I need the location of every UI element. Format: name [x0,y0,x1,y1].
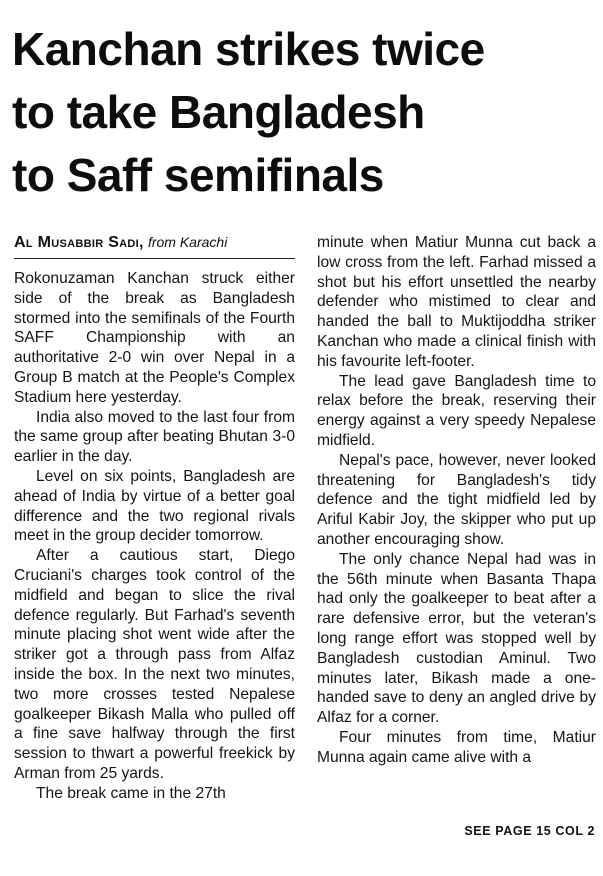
article-column-2 [317,233,596,768]
headline [12,18,597,207]
headline-line-2: to take Bangladesh [12,86,425,138]
article-paragraph: The lead gave Bangladesh time to relax before the break, reserving their energy against a very speedy Nepalese midfield. [317,372,596,449]
article-paragraph: Four minutes from time, Matiur Munna again came alive with a [317,728,596,766]
article-paragraph: The only chance Nepal had was in the 56th minute when Basanta Thapa had only the goalkeeper to beat after a rare defensive error, but the veteran's long range effort was stopped well by Bangladesh custodian Aminul. Two minutes later, Bikash made a one-handed save to deny an angled drive by Alfaz for a corner. [317,550,596,727]
article-paragraph: After a cautious start, Diego Cruciani's charges took control of the midfield and began to slice the rival defence regularly. But Farhad's seventh minute placing shot went wide after the striker got a through pass from Alfaz inside the box. In the next two minutes, two more crosses tested Nepalese goalkeeper Bikash Malla who pulled off a fine save halfway through the first session to thwart a powerful freekick by Arman from 25 yards. [14,547,295,782]
article-paragraph: The break came in the 27th [36,784,226,802]
byline-author: Al Musabbir Sadi, [14,234,144,251]
article-paragraph: Nepal's pace, however, never looked threatening for Bangladesh's tidy defence and the tight midfield led by Ariful Kabir Joy, the skipper who put up another encouraging show. [317,451,596,548]
byline-rule [14,258,295,259]
continuation-jump-line: SEE PAGE 15 COL 2 [464,824,595,838]
article-paragraph: minute when Matiur Munna cut back a low cross from the left. Farhad missed a shot but his effort unsettled the nearby defender who mistimed to clear and handed the ball to Muktijoddha striker Kanchan who made a clinical finish with his favourite left-footer. [317,234,596,370]
article-paragraph: India also moved to the last four from the same group after beating Bhutan 3-0 earlier in the day. [14,408,295,466]
headline-line-3: to Saff semifinals [12,149,384,201]
article-column-1 [14,269,295,804]
headline-line-1: Kanchan strikes twice [12,23,485,75]
byline [14,233,294,252]
article-paragraph: Level on six points, Bangladesh are ahead of India by virtue of a better goal difference and the two regional rivals meet in the group decider tomorrow. [14,467,295,545]
article-paragraph: Rokonuzaman Kanchan struck either side of the break as Bangladesh stormed into the semifinals of the Fourth SAFF Championship with an authoritative 2-0 win over Nepal in a Group B match at the People's Complex Stadium here yesterday. [14,270,295,406]
byline-location: from Karachi [147,234,228,250]
